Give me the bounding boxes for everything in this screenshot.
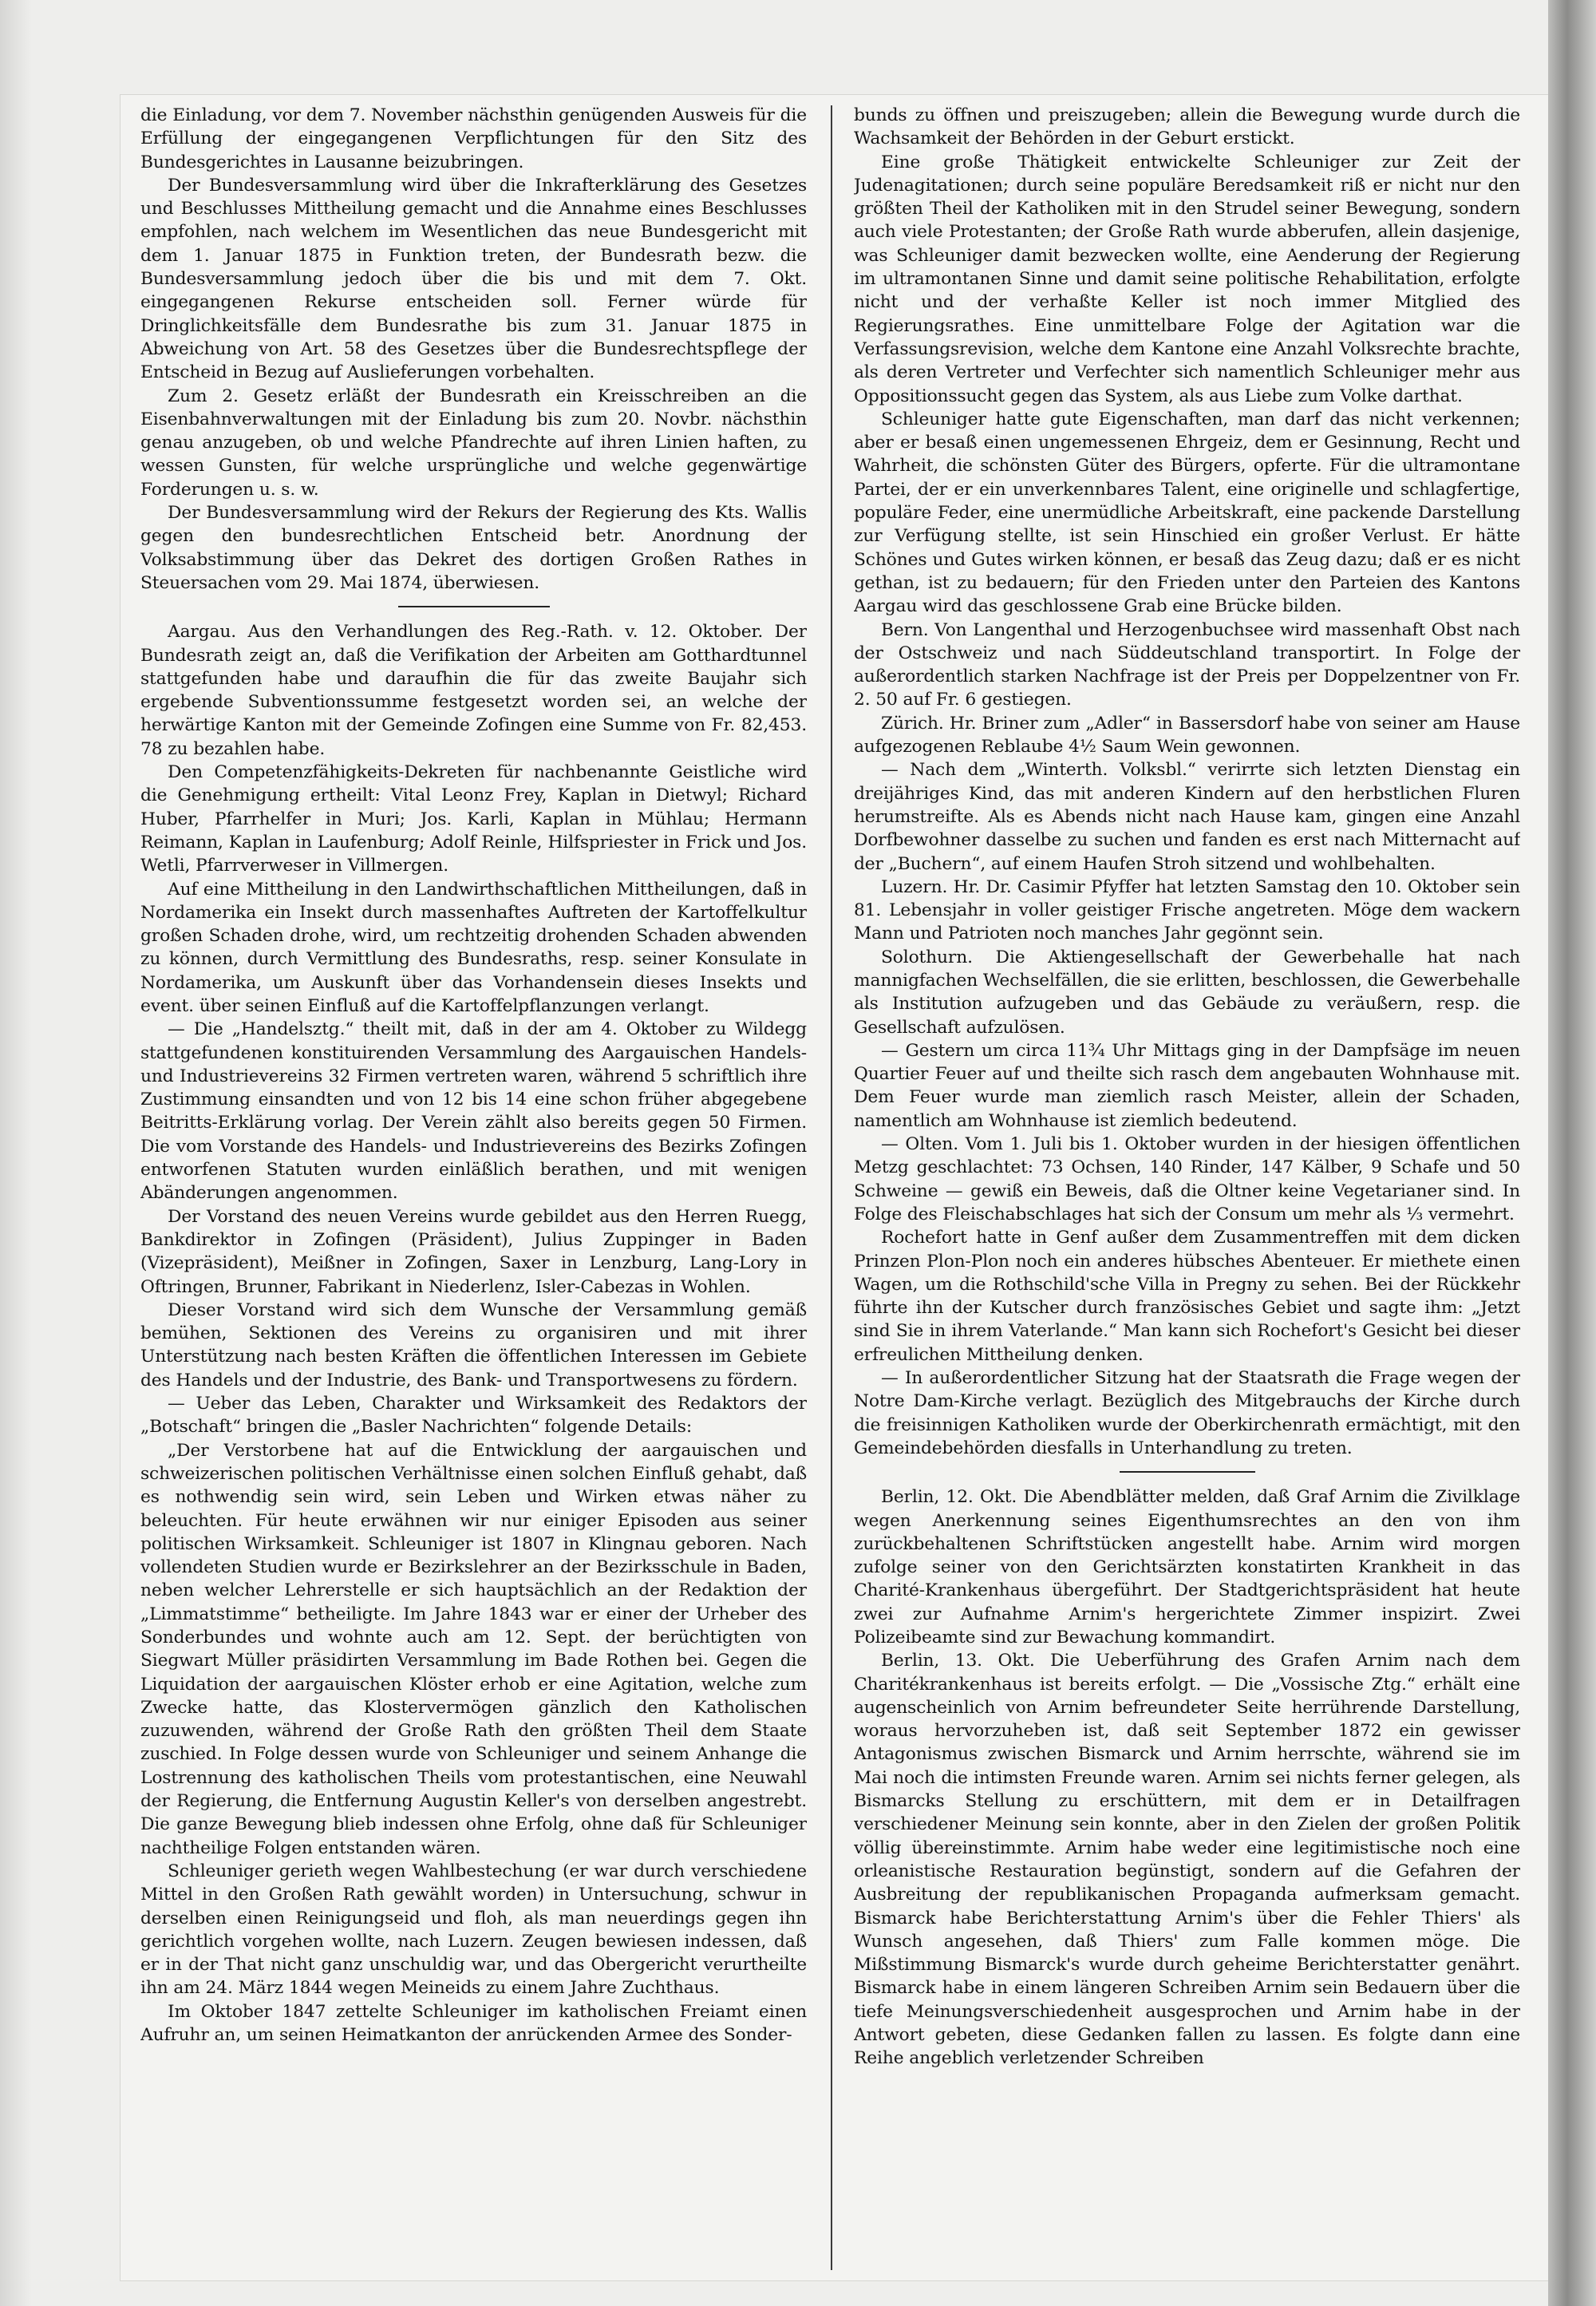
- paragraph: Dieser Vorstand wird sich dem Wunsche der Versammlung gemäß bemühen, Sektionen des Vereins zu organisiren und mit ihrer Unterstützung nach besten Kräften die öffentlichen Interessen im Gebiete des Handels und der Industrie, des Bank- und Transportwesens zu fördern.: [140, 1299, 807, 1390]
- paragraph: die Einladung, vor dem 7. November nächsthin genügenden Ausweis für die Erfüllung der eingegangenen Verpflichtungen für den Sitz des Bundesgerichtes in Lausanne beizubringen.: [140, 105, 807, 172]
- paragraph: Im Oktober 1847 zettelte Schleuniger im katholischen Freiamt einen Aufruhr an, um seinen Heimatkanton der anrückenden Armee des Sonder-: [140, 2001, 807, 2046]
- paragraph: Schleuniger hatte gute Eigenschaften, man darf das nicht verkennen; aber er besaß einen ungemessenen Ehrgeiz, dem er Gesinnung, Recht und Wahrheit, die schönsten Güter des Bürgers, opferte. Für die ultramontane Partei, der er ein unverkennbares Talent, eine originelle und schlagfertige, populäre Feder, eine unermüdliche Arbeitskraft, eine packende Darstellung zur Verfügung stellte, ist sein Hinschied ein großer Verlust. Er hätte Schönes und Gutes wirken können, er besaß das Zeug dazu; daß er es nicht gethan, ist zu bedauern; für den Frieden unter den Parteien des Kantons Aargau wird das geschlossene Grab eine Brücke bilden.: [854, 409, 1520, 617]
- paragraph: — Die „Handelsztg.“ theilt mit, daß in der am 4. Oktober zu Wildegg stattgefundenen konstituirenden Versammlung des Aargauischen Handels- und Industrievereins 32 Firmen vertreten waren, während 5 schriftlich ihre Zustimmung einsandten und von 12 bis 14 eine schon früher abgegebene Beitritts-Erklärung vorlag. Der Verein zählt also bereits gegen 50 Firmen. Die vom Vorstande des Handels- und Industrievereins des Bezirks Zofingen entworfenen Statuten wurden einläßlich berathen, und mit wenigen Abänderungen angenommen.: [140, 1019, 807, 1204]
- paragraph: Bern. Von Langenthal und Herzogenbuchsee wird massenhaft Obst nach der Ostschweiz und nach Süddeutschland transportirt. In Folge der außerordentlich starken Nachfrage ist der Preis per Doppelzentner von Fr. 2. 50 auf Fr. 6 gestiegen.: [854, 619, 1520, 710]
- paragraph: Der Vorstand des neuen Vereins wurde gebildet aus den Herren Ruegg, Bankdirektor in Zofingen (Präsident), Julius Zuppinger in Baden (Vizepräsident), Meißner in Zofingen, Saxer in Lenzburg, Lang-Lory in Oftringen, Brunner, Fabrikant in Niederlenz, Isler-Cabezas in Wohlen.: [140, 1206, 807, 1297]
- paragraph: Luzern. Hr. Dr. Casimir Pfyffer hat letzten Samstag den 10. Oktober sein 81. Lebensjahr in voller geistiger Frische angetreten. Möge dem wackern Mann und Patrioten noch manches Jahr gegönnt sein.: [854, 876, 1520, 944]
- right-column: [854, 104, 1520, 2275]
- paragraph: Zürich. Hr. Briner zum „Adler“ in Bassersdorf habe von seiner am Hause aufgezogenen Reblaube 4½ Saum Wein gewonnen.: [854, 713, 1520, 757]
- paragraph: Zum 2. Gesetz erläßt der Bundesrath ein Kreisschreiben an die Eisenbahnverwaltungen mit der Einladung bis zum 20. Novbr. nächsthin genau anzugeben, ob und welche Pfandrechte auf ihren Linien haften, zu wessen Gunsten, für welche ursprüngliche und welche gegenwärtige Forderungen u. s. w.: [140, 386, 807, 500]
- left-column: [140, 104, 807, 2275]
- column-divider: [831, 105, 832, 2270]
- paragraph: Auf eine Mittheilung in den Landwirthschaftlichen Mittheilungen, daß in Nordamerika ein Insekt durch massenhaftes Auftreten der Kartoffelkultur großen Schaden drohe, wird, um rechtzeitig drohenden Schaden abwenden zu können, durch Vermittlung des Bundesraths, resp. seiner Konsulate in Nordamerika, um Auskunft über das Vorhandensein dieses Insekts und event. über seinen Einfluß auf die Kartoffelpflanzungen verlangt.: [140, 879, 807, 1016]
- paragraph: Schleuniger gerieth wegen Wahlbestechung (er war durch verschiedene Mittel in den Großen Rath gewählt worden) in Untersuchung, schwur in derselben einen Reinigungseid und floh, als man neuerdings gegen ihn gerichtlich vorgehen wollte, nach Luzern. Zeugen bewiesen indessen, daß er in der That nicht ganz unschuldig war, und das Obergericht verurtheilte ihn am 24. März 1844 wegen Meineids zu einem Jahre Zuchthaus.: [140, 1861, 807, 1999]
- paragraph: — Nach dem „Winterth. Volksbl.“ verirrte sich letzten Dienstag ein dreijähriges Kind, das mit anderen Kindern auf den herbstlichen Fluren herumstreifte. Als es Abends nicht nach Hause kam, gingen eine Anzahl Dorfbewohner dasselbe zu suchen und fanden es erst nach Mitternacht auf der „Buchern“, auf einem Haufen Stroh sitzend und wohlbehalten.: [854, 760, 1520, 874]
- paragraph: Der Bundesversammlung wird der Rekurs der Regierung des Kts. Wallis gegen den bundesrechtlichen Entscheid betr. Anordnung der Volksabstimmung über das Dekret des dortigen Großen Rathes in Steuersachen vom 29. Mai 1874, überwiesen.: [140, 503, 807, 593]
- paragraph: „Der Verstorbene hat auf die Entwicklung der aargauischen und schweizerischen politischen Verhältnisse einen solchen Einfluß gehabt, daß es nothwendig sein wird, sein Leben und Wirken etwas näher zu beleuchten. Für heute erwähnen wir nur einiger Episoden aus seiner politischen Wirksamkeit. Schleuniger ist 1807 in Klingnau geboren. Nach vollendeten Studien wurde er Bezirkslehrer an der Bezirksschule in Baden, neben welcher Lehrerstelle er sich hauptsächlich an der Redaktion der „Limmatstimme“ betheiligte. Im Jahre 1843 war er einer der Urheber des Sonderbundes und wohnte auch am 12. Sept. der berüchtigten von Siegwart Müller präsidirten Versammlung im Bade Rothen bei. Gegen die Liquidation der aargauischen Klöster erhob er eine Agitation, welche zum Zwecke hatte, das Klostervermögen gänzlich den Katholischen zuzuwenden, während der Große Rath den größten Theil dem Staate zuschied. In Folge dessen wurde von Schleuniger und seinem Anhange die Lostrennung des katholischen Theils vom protestantischen, eine Neuwahl der Regierung, die Entfernung Augustin Keller's von derselben angestrebt. Die ganze Bewegung blieb indessen ohne Erfolg, ohne daß für Schleuniger nachtheilige Folgen entstanden wären.: [140, 1440, 807, 1858]
- scan-left-margin: [0, 0, 32, 2306]
- paragraph: Berlin, 12. Okt. Die Abendblätter melden, daß Graf Arnim die Zivilklage wegen Anerkennung seines Eigenthumsrechtes an den von ihm zurückbehaltenen Schriftstücken angestellt habe. Arnim wird morgen zufolge seiner von den Gerichtsärzten konstatirten Krankheit in das Charité-Krankenhaus übergeführt. Der Stadtgerichtspräsident hat heute zwei zur Aufnahme Arnim's hergerichtete Zimmer inspizirt. Zwei Polizeibeamte sind zur Bewachung kommandirt.: [854, 1487, 1520, 1647]
- paragraph: Der Bundesversammlung wird über die Inkrafterklärung des Gesetzes und Beschlusses Mittheilung gemacht und die Annahme eines Beschlusses empfohlen, nach welchem im Wesentlichen das neue Bundesgericht mit dem 1. Januar 1875 in Funktion treten, der Bundesrath bezw. die Bundesversammlung jedoch über die bis und mit dem 7. Okt. eingegangenen Rekurse entscheiden soll. Ferner würde für Dringlichkeitsfälle dem Bundesrathe bis zum 31. Januar 1875 in Abweichung von Art. 58 des Gesetzes über die Bundesrechtspflege der Entscheid in Bezug auf Auslieferungen vorbehalten.: [140, 175, 807, 383]
- paragraph: Eine große Thätigkeit entwickelte Schleuniger zur Zeit der Judenagitationen; durch seine populäre Beredsamkeit riß er nicht nur den größten Theil der Katholiken mit in den Strudel seiner Bewegung, sondern auch viele Protestanten; der Große Rath wurde abberufen, allein dasjenige, was Schleuniger damit bezwecken wollte, eine Aenderung der Regierung im ultramontanen Sinne und damit seine politische Rehabilitation, erfolgte nicht und der verhaßte Keller ist noch immer Mitglied des Regierungsrathes. Eine unmittelbare Folge der Agitation war die Verfassungsrevision, welche dem Kantone eine Anzahl Volksrechte brachte, als deren Vertreter und Verfechter sich namentlich Schleuniger mehr aus Oppositionssucht gegen das System, als aus Liebe zum Volke darthat.: [854, 152, 1520, 406]
- paragraph: Solothurn. Die Aktiengesellschaft der Gewerbehalle hat nach mannigfachen Wechselfällen, die sie erlitten, beschlossen, die Gewerbehalle als Institution aufzugeben und das Gebäude zu veräußern, resp. die Gesellschaft aufzulösen.: [854, 947, 1520, 1038]
- section-divider: [398, 606, 550, 607]
- paragraph: — Ueber das Leben, Charakter und Wirksamkeit des Redaktors der „Botschaft“ bringen die „Basler Nachrichten“ folgende Details:: [140, 1394, 807, 1438]
- paragraph: Berlin, 13. Okt. Die Ueberführung des Grafen Arnim nach dem Charitékrankenhaus ist bereits erfolgt. — Die „Vossische Ztg.“ erhält eine augenscheinlich von Arnim befreundeter Seite herrührende Darstellung, woraus hervorzuheben ist, daß seit September 1872 ein gewisser Antagonismus zwischen Bismarck und Arnim herrschte, während sie im Mai noch die intimsten Freunde waren. Arnim sei nichts ferner gelegen, als Bismarcks Stellung zu erschüttern, mit dem er in Detailfragen verschiedener Meinung sein konnte, aber in den Zielen der großen Politik völlig übereinstimmte. Arnim habe weder eine legitimistische noch eine orleanistische Restauration begünstigt, sondern auf die Gefahren der Ausbreitung der republikanischen Propaganda aufmerksam gemacht. Bismarck habe Berichterstattung Arnim's über die Fehler Thiers' als Wunsch angesehen, daß Thiers' zum Falle kommen möge. Die Mißstimmung Bismarck's wurde durch geheime Berichterstatter genährt. Bismarck habe in einem längeren Schreiben Arnim sein Bedauern über die tiefe Meinungsverschiedenheit ausgesprochen und Arnim habe in der Antwort gebeten, diese Gedanken fallen zu lassen. Es folgte dann eine Reihe angeblich verletzender Schreiben: [854, 1651, 1520, 2069]
- paragraph: bunds zu öffnen und preiszugeben; allein die Bewegung wurde durch die Wachsamkeit der Behörden in der Geburt erstickt.: [854, 105, 1520, 149]
- scan-right-edge: [1548, 0, 1596, 2306]
- paragraph: Den Competenzfähigkeits-Dekreten für nachbenannte Geistliche wird die Genehmigung ertheilt: Vital Leonz Frey, Kaplan in Dietwyl; Richard Huber, Pfarrhelfer in Muri; Jos. Karli, Kaplan in Mühlau; Hermann Reimann, Kaplan in Laufenburg; Adolf Reinle, Hilfspriester in Frick und Jos. Wetli, Pfarrverweser in Villmergen.: [140, 762, 807, 876]
- section-divider: [1120, 1471, 1255, 1473]
- paragraph: Aargau. Aus den Verhandlungen des Reg.-Rath. v. 12. Oktober. Der Bundesrath zeigt an, daß die Verifikation der Arbeiten am Gotthardtunnel stattgefunden habe und daraufhin die für das zweite Baujahr sich ergebende Subventionssumme festgesetzt worden sei, an welche der herwärtige Kanton mit der Gemeinde Zofingen eine Summe von Fr. 82,453. 78 zu bezahlen habe.: [140, 622, 807, 759]
- paragraph: — Gestern um circa 11¾ Uhr Mittags ging in der Dampfsäge im neuen Quartier Feuer auf und theilte sich rasch dem angebauten Wohnhause mit. Dem Feuer wurde man ziemlich rasch Meister, allein der Schaden, namentlich am Wohnhause ist ziemlich bedeutend.: [854, 1040, 1520, 1131]
- paragraph: Rochefort hatte in Genf außer dem Zusammentreffen mit dem dicken Prinzen Plon-Plon noch ein anderes hübsches Abenteuer. Er miethete einen Wagen, um die Rothschild'sche Villa in Pregny zu sehen. Bei der Rückkehr führte ihn der Kutscher durch französisches Gebiet und sagte ihm: „Jetzt sind Sie in ihrem Vaterlande.“ Man kann sich Rochefort's Gesicht bei dieser erfreulichen Mittheilung denken.: [854, 1228, 1520, 1365]
- paragraph: — Olten. Vom 1. Juli bis 1. Oktober wurden in der hiesigen öffentlichen Metzg geschlachtet: 73 Ochsen, 140 Rinder, 147 Kälber, 9 Schafe und 50 Schweine — gewiß ein Beweis, daß die Oltner keine Vegetarianer sind. In Folge des Fleischabschlages hat sich der Consum um mehr als ⅓ vermehrt.: [854, 1134, 1520, 1224]
- paragraph: — In außerordentlicher Sitzung hat der Staatsrath die Frage wegen der Notre Dam-Kirche verlagt. Bezüglich des Mitgebrauchs der Kirche durch die freisinnigen Katholiken wurde der Oberkirchenrath ermächtigt, mit den Gemeindebehörden diesfalls in Unterhandlung zu treten.: [854, 1368, 1520, 1458]
